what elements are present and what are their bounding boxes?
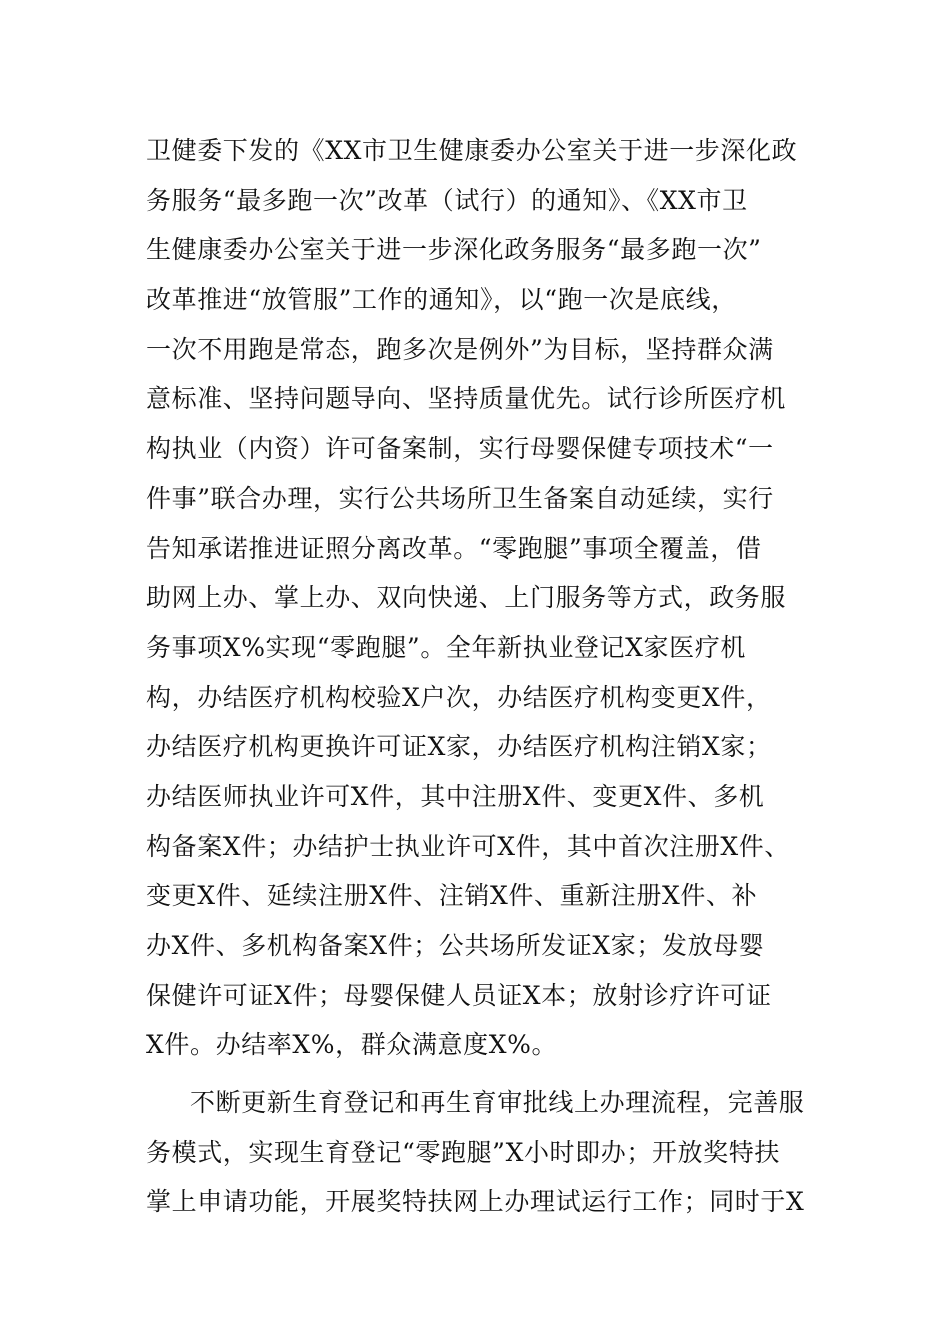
- text-line: 务事项X%实现“零跑腿”。全年新执业登记X家医疗机: [146, 632, 746, 662]
- text-line: 保健许可证X件；母婴保健人员证X本；放射诊疗许可证: [146, 980, 772, 1010]
- text-line: 办X件、多机构备案X件；公共场所发证X家；发放母婴: [146, 931, 765, 960]
- paragraph-1: [146, 126, 846, 1070]
- text-line: X件。办结率X%，群众满意度X%。: [146, 1030, 558, 1060]
- text-line: 构执业（内资）许可备案制，实行母婴保健专项技术“一: [146, 434, 774, 464]
- text-line: 掌上申请功能，开展奖特扶网上办理试运行工作；同时于X: [146, 1187, 805, 1217]
- text-line: 助网上办、掌上办、双向快递、上门服务等方式，政务服: [146, 583, 787, 613]
- text-line: 一次不用跑是常态，跑多次是例外”为目标，坚持群众满: [146, 334, 774, 364]
- text-line: 件事”联合办理，实行公共场所卫生备案自动延续，实行: [146, 483, 774, 513]
- text-line: 意标准、坚持问题导向、坚持质量优先。试行诊所医疗机: [146, 384, 787, 414]
- document-body: [146, 126, 846, 1227]
- text-line: 生健康委办公室关于进一步深化政务服务“最多跑一次”: [146, 235, 762, 265]
- text-line: 办结医师执业许可X件，其中注册X件、变更X件、多机: [146, 781, 765, 811]
- paragraph-2: [146, 1078, 846, 1227]
- text-line: 构备案X件；办结护士执业许可X件，其中首次注册X件、: [146, 831, 790, 861]
- text-line: 不断更新生育登记和再生育审批线上办理流程，完善服: [190, 1088, 805, 1118]
- text-line: 改革推进“放管服”工作的通知》，以“跑一次是底线，: [146, 285, 737, 315]
- text-line: 务模式，实现生育登记“零跑腿”X小时即办；开放奖特扶: [146, 1137, 780, 1167]
- text-line: 务服务“最多跑一次”改革（试行）的通知》、《XX市卫: [146, 185, 748, 215]
- text-line: 卫健委下发的《XX市卫生健康委办公室关于进一步深化政: [146, 136, 798, 165]
- text-line: 变更X件、延续注册X件、注销X件、重新注册X件、补: [146, 881, 758, 911]
- text-line: 构，办结医疗机构校验X户次，办结医疗机构变更X件，: [146, 682, 772, 712]
- paragraph-spacer: [146, 1070, 846, 1078]
- text-line: 办结医疗机构更换许可证X家，办结医疗机构注销X家；: [146, 732, 772, 762]
- text-line: 告知承诺推进证照分离改革。“零跑腿”事项全覆盖，借: [146, 533, 762, 563]
